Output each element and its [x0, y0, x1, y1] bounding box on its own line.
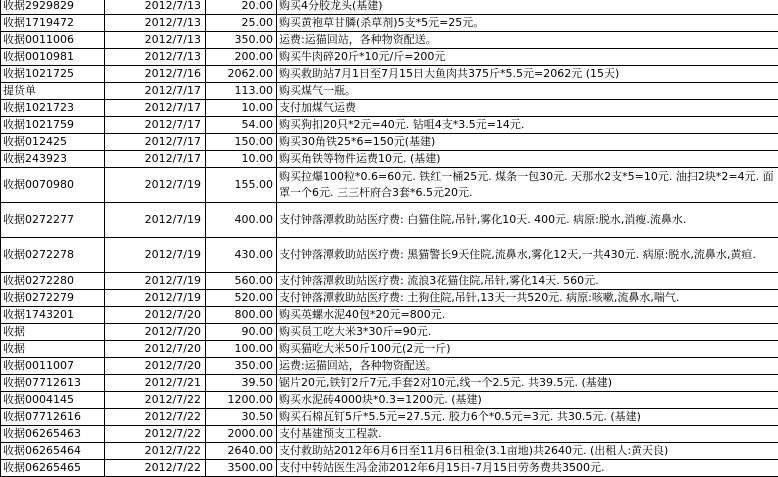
date-cell[interactable]: 2012/7/17	[105, 134, 206, 151]
table-row	[1, 117, 778, 134]
description-cell[interactable]: 购买30角铁25*6=150元(基建)	[277, 134, 778, 151]
receipt-number-cell[interactable]: 收据	[1, 341, 105, 358]
receipt-number-cell[interactable]: 收据243923	[1, 151, 105, 168]
description-cell[interactable]: 支付钟落潭救助站医疗费: 黑猫警长9天住院,流鼻水,雾化12天,一共430元. 病原:脱水,流鼻水,黄疸.	[277, 238, 778, 273]
table-row	[1, 100, 778, 117]
receipt-number-cell[interactable]: 收据0272279	[1, 290, 105, 307]
amount-cell[interactable]: 3500.00	[206, 460, 277, 477]
date-cell[interactable]: 2012/7/19	[105, 290, 206, 307]
amount-cell[interactable]: 20.00	[206, 0, 277, 15]
table-row	[1, 341, 778, 358]
table-row	[1, 49, 778, 66]
description-cell[interactable]: 购买拉爆100粒*0.6=60元. 铁红一桶25元. 煤条一包30元. 天那水2支*5=10元. 油扫2块*2=4元. 面罩一个6元. 三三杆府合3套*6.5元20元.	[277, 168, 778, 203]
table-row	[1, 426, 778, 443]
table-row	[1, 203, 778, 238]
description-cell[interactable]: 购买角铁等物件运费10元. (基建)	[277, 151, 778, 168]
amount-cell[interactable]: 560.00	[206, 273, 277, 290]
amount-cell[interactable]: 800.00	[206, 307, 277, 324]
receipt-number-cell[interactable]: 收据1021723	[1, 100, 105, 117]
description-cell[interactable]: 运费:运猫回站，各种物资配送。	[277, 32, 778, 49]
table-row	[1, 134, 778, 151]
table-row	[1, 32, 778, 49]
date-cell[interactable]: 2012/7/19	[105, 273, 206, 290]
amount-cell[interactable]: 90.00	[206, 324, 277, 341]
description-cell[interactable]: 购买救助站7月1日至7月15日大鱼肉共375斤*5.5元=2062元 (15天)	[277, 66, 778, 83]
table-row	[1, 324, 778, 341]
date-cell[interactable]: 2012/7/19	[105, 168, 206, 203]
amount-cell[interactable]: 113.00	[206, 83, 277, 100]
receipt-number-cell[interactable]: 收据	[1, 324, 105, 341]
amount-cell[interactable]: 350.00	[206, 32, 277, 49]
date-cell[interactable]: 2012/7/17	[105, 83, 206, 100]
amount-cell[interactable]: 200.00	[206, 49, 277, 66]
date-cell[interactable]: 2012/7/20	[105, 341, 206, 358]
receipt-number-cell[interactable]: 收据07712613	[1, 375, 105, 392]
table-row	[1, 290, 778, 307]
receipt-number-cell[interactable]: 收据012425	[1, 134, 105, 151]
date-cell[interactable]: 2012/7/17	[105, 151, 206, 168]
date-cell[interactable]: 2012/7/22	[105, 443, 206, 460]
table-row	[1, 238, 778, 273]
receipt-number-cell[interactable]: 收据0004145	[1, 392, 105, 409]
date-cell[interactable]: 2012/7/22	[105, 392, 206, 409]
receipt-number-cell[interactable]: 收据1719472	[1, 15, 105, 32]
receipt-number-cell[interactable]: 收据0272278	[1, 238, 105, 273]
date-cell[interactable]: 2012/7/19	[105, 238, 206, 273]
date-cell[interactable]: 2012/7/17	[105, 117, 206, 134]
date-cell[interactable]: 2012/7/13	[105, 49, 206, 66]
description-cell[interactable]: 购买英螺水泥40包*20元=800元.	[277, 307, 778, 324]
amount-cell[interactable]: 2000.00	[206, 426, 277, 443]
receipt-number-cell[interactable]: 收据0010981	[1, 49, 105, 66]
table-row	[1, 358, 778, 375]
description-cell[interactable]: 锯片20元,铁钉2斤7元,手套2对10元,线一个2.5元. 共39.5元. (基建)	[277, 375, 778, 392]
amount-cell[interactable]: 2062.00	[206, 66, 277, 83]
receipt-number-cell[interactable]: 收据0011006	[1, 32, 105, 49]
description-cell[interactable]: 支付救助站2012年6月6日至11月6日租金(3.1亩地)共2640元. (出租人:黄天良)	[277, 443, 778, 460]
table-row	[1, 15, 778, 32]
amount-cell[interactable]: 100.00	[206, 341, 277, 358]
table-row	[1, 66, 778, 83]
table-row	[1, 307, 778, 324]
table-row	[1, 409, 778, 426]
receipt-number-cell[interactable]: 提货单	[1, 83, 105, 100]
date-cell[interactable]: 2012/7/20	[105, 307, 206, 324]
receipt-number-cell[interactable]: 收据06265463	[1, 426, 105, 443]
date-cell[interactable]: 2012/7/17	[105, 100, 206, 117]
date-cell[interactable]: 2012/7/22	[105, 460, 206, 477]
description-cell[interactable]: 购买员工吃大米3*30斤=90元.	[277, 324, 778, 341]
amount-cell[interactable]: 1200.00	[206, 392, 277, 409]
amount-cell[interactable]: 25.00	[206, 15, 277, 32]
table-row	[1, 0, 778, 15]
receipt-number-cell[interactable]: 收据0011007	[1, 358, 105, 375]
description-cell[interactable]: 支付钟落潭救助站医疗费: 白猫住院,吊针,雾化10天. 400元. 病原:脱水,消瘦.流鼻水.	[277, 203, 778, 238]
amount-cell[interactable]: 54.00	[206, 117, 277, 134]
receipt-number-cell[interactable]: 收据0272280	[1, 273, 105, 290]
description-cell[interactable]: 购买猫吃大米50斤100元(2元一斤)	[277, 341, 778, 358]
table-row	[1, 151, 778, 168]
amount-cell[interactable]: 39.50	[206, 375, 277, 392]
description-cell[interactable]: 运费:运猫回站，各种物资配送。	[277, 358, 778, 375]
description-cell[interactable]: 支付钟落潭救助站医疗费: 流浪3花猫住院,吊针,雾化14天. 560元.	[277, 273, 778, 290]
amount-cell[interactable]: 400.00	[206, 203, 277, 238]
receipt-number-cell[interactable]: 收据2929829	[1, 0, 105, 15]
amount-cell[interactable]: 350.00	[206, 358, 277, 375]
table-row	[1, 273, 778, 290]
receipt-number-cell[interactable]: 收据1021759	[1, 117, 105, 134]
receipt-number-cell[interactable]: 收据06265465	[1, 460, 105, 477]
description-cell[interactable]: 支付加煤气运费	[277, 100, 778, 117]
amount-cell[interactable]: 520.00	[206, 290, 277, 307]
description-cell[interactable]: 购买狗扣20只*2元=40元. 钻咀4支*3.5元=14元.	[277, 117, 778, 134]
amount-cell[interactable]: 150.00	[206, 134, 277, 151]
receipt-number-cell[interactable]: 收据0070980	[1, 168, 105, 203]
date-cell[interactable]: 2012/7/19	[105, 203, 206, 238]
date-cell[interactable]: 2012/7/13	[105, 0, 206, 15]
date-cell[interactable]: 2012/7/20	[105, 358, 206, 375]
receipt-number-cell[interactable]: 收据1743201	[1, 307, 105, 324]
description-cell[interactable]: 购买煤气一瓶。	[277, 83, 778, 100]
amount-cell[interactable]: 30.50	[206, 409, 277, 426]
receipt-number-cell[interactable]: 收据0272277	[1, 203, 105, 238]
receipt-number-cell[interactable]: 收据1021725	[1, 66, 105, 83]
description-cell[interactable]: 购买水泥砖4000块*0.3=1200元. (基建)	[277, 392, 778, 409]
date-cell[interactable]: 2012/7/21	[105, 375, 206, 392]
amount-cell[interactable]: 10.00	[206, 151, 277, 168]
table-row	[1, 392, 778, 409]
description-cell[interactable]: 购买石棉瓦钉5斤*5.5元=27.5元. 胶力6个*0.5元=3元. 共30.5元. (基建)	[277, 409, 778, 426]
table-row	[1, 83, 778, 100]
date-cell[interactable]: 2012/7/16	[105, 66, 206, 83]
receipt-number-cell[interactable]: 收据07712616	[1, 409, 105, 426]
amount-cell[interactable]: 2640.00	[206, 443, 277, 460]
date-cell[interactable]: 2012/7/13	[105, 15, 206, 32]
expense-rows	[1, 0, 778, 477]
description-cell[interactable]: 支付基建预支工程款.	[277, 426, 778, 443]
date-cell[interactable]: 2012/7/22	[105, 426, 206, 443]
amount-cell[interactable]: 155.00	[206, 168, 277, 203]
description-cell[interactable]: 购买牛肉碎20斤*10元/斤=200元	[277, 49, 778, 66]
date-cell[interactable]: 2012/7/22	[105, 409, 206, 426]
table-row	[1, 168, 778, 203]
description-cell[interactable]: 购买黄袍草甘膦(杀草剂)5支*5元=25元。	[277, 15, 778, 32]
receipt-number-cell[interactable]: 收据06265464	[1, 443, 105, 460]
amount-cell[interactable]: 430.00	[206, 238, 277, 273]
table-row	[1, 443, 778, 460]
date-cell[interactable]: 2012/7/13	[105, 32, 206, 49]
table-row	[1, 375, 778, 392]
table-row	[1, 460, 778, 477]
description-cell[interactable]: 支付中转站医生冯金沛2012年6月15日-7月15日劳务费共3500元.	[277, 460, 778, 477]
description-cell[interactable]: 支付钟落潭救助站医疗费: 土狗住院,吊针,13天一共520元. 病原:咳嗽,流鼻水,喘气.	[277, 290, 778, 307]
date-cell[interactable]: 2012/7/20	[105, 324, 206, 341]
amount-cell[interactable]: 10.00	[206, 100, 277, 117]
description-cell[interactable]: 购买4分胶龙头(基建)	[277, 0, 778, 15]
